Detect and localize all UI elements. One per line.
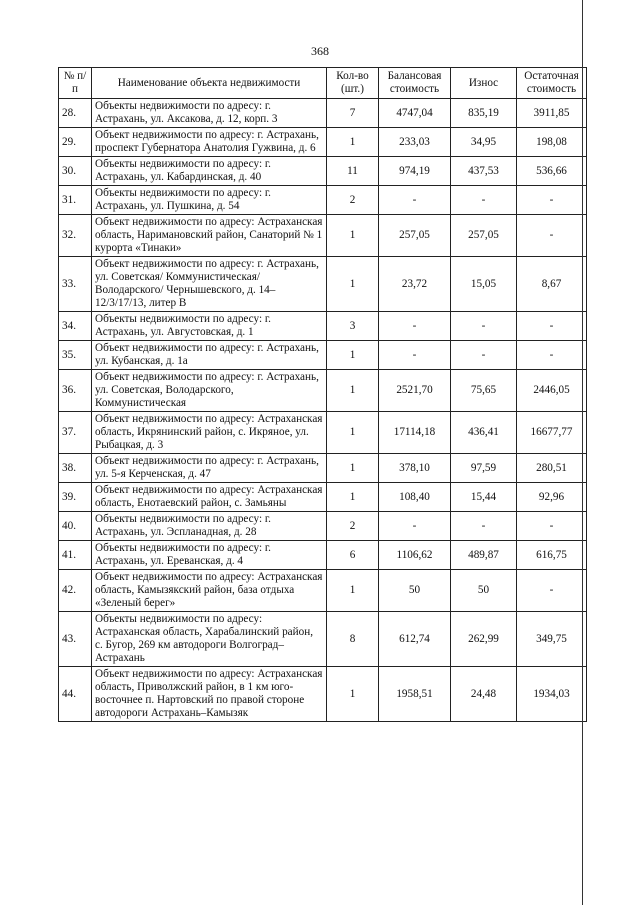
object-name-cell: Объект недвижимости по адресу: г. Астрахань, ул. Кубанская, д. 1а bbox=[92, 341, 327, 370]
residual-cost-cell: 280,51 bbox=[517, 454, 587, 483]
quantity-cell: 7 bbox=[327, 99, 379, 128]
header-wear: Износ bbox=[451, 68, 517, 99]
residual-cost-cell: 3911,85 bbox=[517, 99, 587, 128]
balance-cost-cell: - bbox=[379, 186, 451, 215]
wear-cell: 835,19 bbox=[451, 99, 517, 128]
header-qty: Кол-во (шт.) bbox=[327, 68, 379, 99]
row-number-cell: 35. bbox=[59, 341, 92, 370]
table-row bbox=[59, 512, 587, 541]
table-row bbox=[59, 99, 587, 128]
quantity-cell: 1 bbox=[327, 341, 379, 370]
residual-cost-cell: 536,66 bbox=[517, 157, 587, 186]
residual-cost-cell: - bbox=[517, 570, 587, 612]
quantity-cell: 1 bbox=[327, 454, 379, 483]
wear-cell: 15,05 bbox=[451, 257, 517, 312]
object-name-cell: Объекты недвижимости по адресу: г. Астрахань, ул. Пушкина, д. 54 bbox=[92, 186, 327, 215]
balance-cost-cell: - bbox=[379, 341, 451, 370]
balance-cost-cell: 233,03 bbox=[379, 128, 451, 157]
wear-cell: 50 bbox=[451, 570, 517, 612]
object-name-cell: Объект недвижимости по адресу: Астраханская область, Приволжский район, в 1 км юго-восточнее п. Нартовский по правой стороне автодороги Астрахань–Камызяк bbox=[92, 667, 327, 722]
balance-cost-cell: 23,72 bbox=[379, 257, 451, 312]
row-number-cell: 42. bbox=[59, 570, 92, 612]
quantity-cell: 1 bbox=[327, 257, 379, 312]
wear-cell: 75,65 bbox=[451, 370, 517, 412]
object-name-cell: Объекты недвижимости по адресу: г. Астрахань, ул. Кабардинская, д. 40 bbox=[92, 157, 327, 186]
quantity-cell: 8 bbox=[327, 612, 379, 667]
table-body bbox=[59, 99, 587, 722]
scan-artifact-line bbox=[582, 0, 583, 905]
row-number-cell: 43. bbox=[59, 612, 92, 667]
balance-cost-cell: 974,19 bbox=[379, 157, 451, 186]
quantity-cell: 1 bbox=[327, 370, 379, 412]
row-number-cell: 28. bbox=[59, 99, 92, 128]
quantity-cell: 2 bbox=[327, 512, 379, 541]
table-row bbox=[59, 612, 587, 667]
quantity-cell: 1 bbox=[327, 412, 379, 454]
balance-cost-cell: 612,74 bbox=[379, 612, 451, 667]
balance-cost-cell: 378,10 bbox=[379, 454, 451, 483]
quantity-cell: 1 bbox=[327, 570, 379, 612]
object-name-cell: Объекты недвижимости по адресу: г. Астрахань, ул. Аксакова, д. 12, корп. 3 bbox=[92, 99, 327, 128]
residual-cost-cell: - bbox=[517, 186, 587, 215]
quantity-cell: 1 bbox=[327, 483, 379, 512]
balance-cost-cell: 2521,70 bbox=[379, 370, 451, 412]
quantity-cell: 3 bbox=[327, 312, 379, 341]
wear-cell: - bbox=[451, 186, 517, 215]
balance-cost-cell: - bbox=[379, 312, 451, 341]
wear-cell: 262,99 bbox=[451, 612, 517, 667]
object-name-cell: Объект недвижимости по адресу: Астраханская область, Камызякский район, база отдыха «Зеленый берег» bbox=[92, 570, 327, 612]
object-name-cell: Объекты недвижимости по адресу: г. Астрахань, ул. Ереванская, д. 4 bbox=[92, 541, 327, 570]
object-name-cell: Объект недвижимости по адресу: Астраханская область, Наримановский район, Санаторий № 1 курорта «Тинаки» bbox=[92, 215, 327, 257]
table-row bbox=[59, 128, 587, 157]
object-name-cell: Объекты недвижимости по адресу: г. Астрахань, ул. Эспланадная, д. 28 bbox=[92, 512, 327, 541]
table-row bbox=[59, 454, 587, 483]
table-row bbox=[59, 312, 587, 341]
object-name-cell: Объект недвижимости по адресу: г. Астрахань, ул. Советская/ Коммунистическая/Володарского/ Чернышевского, д. 14–12/3/17/13, литер В bbox=[92, 257, 327, 312]
wear-cell: 436,41 bbox=[451, 412, 517, 454]
object-name-cell: Объект недвижимости по адресу: г. Астрахань, проспект Губернатора Анатолия Гужвина, д. 6 bbox=[92, 128, 327, 157]
page-number: 368 bbox=[311, 44, 329, 58]
residual-cost-cell: 16677,77 bbox=[517, 412, 587, 454]
residual-cost-cell: 616,75 bbox=[517, 541, 587, 570]
row-number-cell: 40. bbox=[59, 512, 92, 541]
row-number-cell: 38. bbox=[59, 454, 92, 483]
residual-cost-cell: - bbox=[517, 312, 587, 341]
wear-cell: 97,59 bbox=[451, 454, 517, 483]
balance-cost-cell: 50 bbox=[379, 570, 451, 612]
balance-cost-cell: 257,05 bbox=[379, 215, 451, 257]
table-row bbox=[59, 215, 587, 257]
residual-cost-cell: 1934,03 bbox=[517, 667, 587, 722]
residual-cost-cell: 349,75 bbox=[517, 612, 587, 667]
row-number-cell: 44. bbox=[59, 667, 92, 722]
residual-cost-cell: - bbox=[517, 341, 587, 370]
wear-cell: - bbox=[451, 512, 517, 541]
balance-cost-cell: 108,40 bbox=[379, 483, 451, 512]
residual-cost-cell: 8,67 bbox=[517, 257, 587, 312]
quantity-cell: 1 bbox=[327, 215, 379, 257]
wear-cell: - bbox=[451, 341, 517, 370]
table-row bbox=[59, 257, 587, 312]
balance-cost-cell: 1106,62 bbox=[379, 541, 451, 570]
row-number-cell: 41. bbox=[59, 541, 92, 570]
wear-cell: 15,44 bbox=[451, 483, 517, 512]
object-name-cell: Объекты недвижимости по адресу: Астраханская область, Харабалинский район, с. Бугор, 269 км автодороги Волгоград–Астрахань bbox=[92, 612, 327, 667]
residual-cost-cell: 92,96 bbox=[517, 483, 587, 512]
wear-cell: - bbox=[451, 312, 517, 341]
table-row bbox=[59, 412, 587, 454]
wear-cell: 24,48 bbox=[451, 667, 517, 722]
object-name-cell: Объект недвижимости по адресу: г. Астрахань, ул. Советская, Володарского, Коммунистическая bbox=[92, 370, 327, 412]
table-header-row bbox=[59, 68, 587, 99]
row-number-cell: 29. bbox=[59, 128, 92, 157]
table-row bbox=[59, 483, 587, 512]
balance-cost-cell: 17114,18 bbox=[379, 412, 451, 454]
header-balance: Балансовая стоимость bbox=[379, 68, 451, 99]
row-number-cell: 31. bbox=[59, 186, 92, 215]
row-number-cell: 37. bbox=[59, 412, 92, 454]
wear-cell: 437,53 bbox=[451, 157, 517, 186]
header-num: № п/п bbox=[59, 68, 92, 99]
object-name-cell: Объект недвижимости по адресу: Астраханская область, Икрянинский район, с. Икряное, ул. Рыбацкая, д. 3 bbox=[92, 412, 327, 454]
header-name: Наименование объекта недвижимости bbox=[92, 68, 327, 99]
quantity-cell: 11 bbox=[327, 157, 379, 186]
table-row bbox=[59, 570, 587, 612]
table-row bbox=[59, 341, 587, 370]
table-row bbox=[59, 667, 587, 722]
row-number-cell: 32. bbox=[59, 215, 92, 257]
balance-cost-cell: - bbox=[379, 512, 451, 541]
quantity-cell: 6 bbox=[327, 541, 379, 570]
wear-cell: 257,05 bbox=[451, 215, 517, 257]
residual-cost-cell: - bbox=[517, 215, 587, 257]
quantity-cell: 2 bbox=[327, 186, 379, 215]
row-number-cell: 34. bbox=[59, 312, 92, 341]
object-name-cell: Объект недвижимости по адресу: Астраханская область, Енотаевский район, с. Замьяны bbox=[92, 483, 327, 512]
row-number-cell: 30. bbox=[59, 157, 92, 186]
table-row bbox=[59, 541, 587, 570]
wear-cell: 489,87 bbox=[451, 541, 517, 570]
object-name-cell: Объекты недвижимости по адресу: г. Астрахань, ул. Августовская, д. 1 bbox=[92, 312, 327, 341]
balance-cost-cell: 4747,04 bbox=[379, 99, 451, 128]
residual-cost-cell: - bbox=[517, 512, 587, 541]
wear-cell: 34,95 bbox=[451, 128, 517, 157]
row-number-cell: 36. bbox=[59, 370, 92, 412]
residual-cost-cell: 198,08 bbox=[517, 128, 587, 157]
object-name-cell: Объект недвижимости по адресу: г. Астрахань, ул. 5-я Керченская, д. 47 bbox=[92, 454, 327, 483]
row-number-cell: 33. bbox=[59, 257, 92, 312]
row-number-cell: 39. bbox=[59, 483, 92, 512]
table-row bbox=[59, 186, 587, 215]
quantity-cell: 1 bbox=[327, 128, 379, 157]
header-residual: Остаточная стоимость bbox=[517, 68, 587, 99]
residual-cost-cell: 2446,05 bbox=[517, 370, 587, 412]
table-row bbox=[59, 370, 587, 412]
property-table bbox=[58, 67, 587, 722]
quantity-cell: 1 bbox=[327, 667, 379, 722]
balance-cost-cell: 1958,51 bbox=[379, 667, 451, 722]
table-row bbox=[59, 157, 587, 186]
